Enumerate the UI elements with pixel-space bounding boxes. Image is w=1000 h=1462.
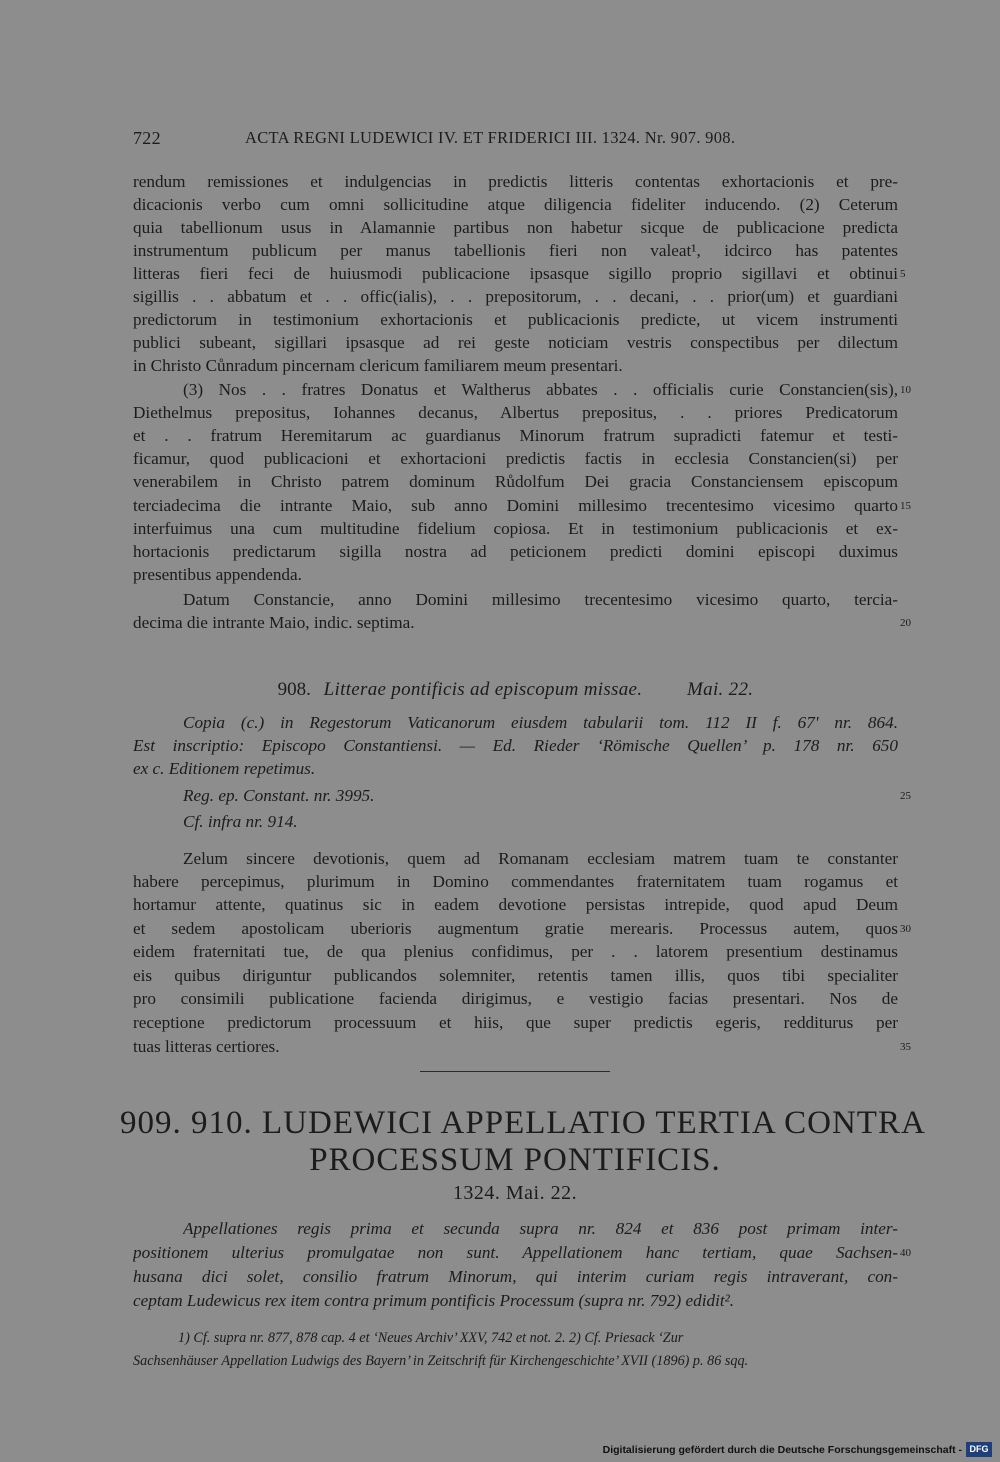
margin-line-number: 10 xyxy=(900,384,911,396)
text-line: venerabilem in Christo patrem dominum Růdolfum Dei gracia Constanciensem episcopum xyxy=(133,472,898,491)
text-line: receptione predictorum processuum et hiis, que super predictis egeris, redditurus per xyxy=(133,1013,898,1032)
margin-line-number: 20 xyxy=(900,617,911,629)
text-line: eidem fraternitati tue, de qua plenius confidimus, per . . latorem presentium destinamus xyxy=(133,942,898,961)
apparatus-line: ex c. Editionem repetimus. xyxy=(133,759,316,778)
text-line: hortacionis predictarum sigilla nostra ad peticionem predicti domini episcopi duximus xyxy=(133,542,898,561)
text-line: terciadecima die intrante Maio, sub anno Domini millesimo trecentesimo vicesimo quarto xyxy=(133,496,898,515)
text-line: instrumentum publicum per manus tabellionis fieri non valeat¹, idcirco has patentes xyxy=(133,241,898,260)
intro-line: positionem ulterius promulgatae non sunt. Appellationem hanc tertiam, quae Sachsen- xyxy=(133,1243,898,1262)
funding-credit: Digitalisierung gefördert durch die Deutsche Forschungsgemeinschaft - xyxy=(602,1444,962,1456)
doc-title: Litterae pontificis ad episcopum missae. xyxy=(323,679,643,700)
doc-number: 908. xyxy=(277,679,311,700)
intro-line: husana dici solet, consilio fratrum Minorum, qui interim curiam regis intraverant, con- xyxy=(133,1267,898,1286)
text-line: dicacionis verbo cum omni sollicitudine atque diligencia fideliter inducendo. (2) Ceterum xyxy=(133,195,898,214)
text-line: habere percepimus, plurimum in Domino commendantes fraternitatem tuam rogamus et xyxy=(133,872,898,891)
footnote-line: 1) Cf. supra nr. 877, 878 cap. 4 et ‘Neues Archiv’ XXV, 742 et not. 2. 2) Cf. Priesack ‘Zur xyxy=(178,1330,684,1346)
footer-bar xyxy=(0,1441,1000,1462)
text-line: rendum remissiones et indulgencias in predictis litteris contentas exhortacionis et pre- xyxy=(133,172,898,191)
text-line: publici subeant, sigillari ipsasque ad rei geste noticiam vestris conspectibus per dilectum xyxy=(133,333,898,352)
intro-line: ceptam Ludewicus rex item contra primum pontificis Processum (supra nr. 792) edidit². xyxy=(133,1291,735,1310)
text-line: in Christo Cůnradum pincernam clericum familiarem meum presentari. xyxy=(133,356,623,375)
apparatus-line: Reg. ep. Constant. nr. 3995. xyxy=(183,786,375,805)
section-title-line-2: PROCESSUM PONTIFICIS. xyxy=(309,1142,721,1178)
section-date: 1324. Mai. 22. xyxy=(452,1182,578,1204)
footnote-line: Sachsenhäuser Appellation Ludwigs des Bayern’ in Zeitschrift für Kirchengeschichte’ XVII (1896) p. 86 sqq. xyxy=(133,1353,749,1369)
text-line: tuas litteras certiores. xyxy=(133,1037,280,1056)
margin-line-number: 15 xyxy=(900,500,911,512)
running-title: ACTA REGNI LUDEWICI IV. ET FRIDERICI III. 1324. Nr. 907. 908. xyxy=(245,128,736,147)
text-line: presentibus appendenda. xyxy=(133,565,302,584)
text-line: (3) Nos . . fratres Donatus et Waltherus abbates . . officialis curie Constancien(sis), xyxy=(183,380,898,399)
text-line: decima die intrante Maio, indic. septima. xyxy=(133,613,415,632)
doc-908-heading xyxy=(133,677,898,703)
text-line: ficamur, quod publicacioni et exhortacioni predictis factis in ecclesia Constancien(si) per xyxy=(133,449,898,468)
page-header xyxy=(133,124,903,148)
margin-line-number: 35 xyxy=(900,1041,911,1053)
text-line: Diethelmus prepositus, Iohannes decanus, Albertus prepositus, . . priores Predicatorum xyxy=(133,403,898,422)
text-line: Datum Constancie, anno Domini millesimo trecentesimo vicesimo quarto, tercia- xyxy=(183,590,898,609)
text-line: et . . fratrum Heremitarum ac guardianus Minorum fratrum supradicti fatemur et testi- xyxy=(133,426,898,445)
doc-date: Mai. 22. xyxy=(687,679,754,700)
apparatus-line: Est inscriptio: Episcopo Constantiensi. — Ed. Rieder ‘Römische Quellen’ p. 178 nr. 650 xyxy=(133,736,898,755)
text-line: et sedem apostolicam uberioris augmentum gratie merearis. Processus autem, quos xyxy=(133,919,898,938)
dfg-logo[interactable]: DFG xyxy=(966,1442,992,1457)
text-line: pro consimili publicatione facienda dirigimus, e vestigio facias presentari. Nos de xyxy=(133,989,898,1008)
section-title-line-1: 909. 910. LUDEWICI APPELLATIO TERTIA CONTRA xyxy=(120,1105,926,1141)
apparatus-line: Cf. infra nr. 914. xyxy=(183,812,298,831)
text-line: quia tabellionum usus in Alamannie partibus non habetur sicque de publicacione predicta xyxy=(133,218,898,237)
margin-line-number: 5 xyxy=(900,268,906,280)
apparatus-line: Copia (c.) in Regestorum Vaticanorum eiusdem tabularii tom. 112 II f. 67' nr. 864. xyxy=(183,713,898,732)
margin-line-number: 40 xyxy=(900,1247,911,1259)
page-number: 722 xyxy=(133,128,161,148)
intro-line: Appellationes regis prima et secunda supra nr. 824 et 836 post primam inter- xyxy=(183,1219,898,1238)
margin-line-number: 25 xyxy=(900,790,911,802)
section-divider xyxy=(420,1071,610,1072)
text-line: Zelum sincere devotionis, quem ad Romanam ecclesiam matrem tuam te constanter xyxy=(183,849,898,868)
text-line: predictorum in testimonium exhortacionis et publicacionis predicte, ut vicem instrumenti xyxy=(133,310,898,329)
text-line: hortamur attente, quatinus sic in eadem devotione persistas intrepide, quod apud Deum xyxy=(133,895,898,914)
text-line: litteras fieri feci de huiusmodi publicacione ipsasque sigillo proprio sigillavi et obtinui xyxy=(133,264,898,283)
text-line: sigillis . . abbatum et . . offic(ialis), . . prepositorum, . . decani, . . prior(um) et guardiani xyxy=(133,287,898,306)
text-line: interfuimus una cum multitudine fidelium copiosa. Et in testimonium publicacionis et ex- xyxy=(133,519,898,538)
text-line: eis quibus diriguntur publicandos solemniter, retentis tamen illis, quos tibi specialiter xyxy=(133,966,898,985)
margin-line-number: 30 xyxy=(900,923,911,935)
